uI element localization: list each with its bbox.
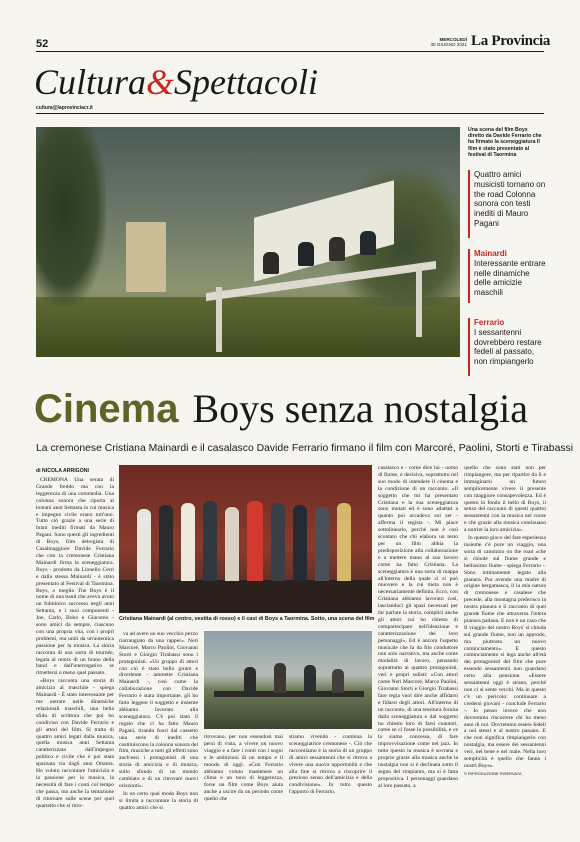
cast-member xyxy=(159,505,173,581)
main-photo xyxy=(36,127,460,357)
cast-member xyxy=(315,507,329,581)
pullquote-ferrario-text: I sessantenni dovrebbero restare fedeli al passato, non rimpiangerlo xyxy=(474,327,542,367)
article-col-6 xyxy=(464,465,546,834)
cast-member xyxy=(137,509,151,581)
article-paragraph: va ad avere un suo vecchio pezzo riarrangiato da una rapper». Neri Marcoré, Marco Paolini, Giovanni Storti e Giorgio Tirabassi sono i protagonisti. «Un gruppo di attori con cui è stato bello girare e divertente - ammette Cristiana Mainardi -, così come la collaborazione con Davide Ferrario è stata importante, gli ho fatto leggere il soggetto e insieme abbiamo lavorato alla sceneggiatura. C'è poi stato il regalo che ci ha fatto Mauro Pagani, tirando fuori dal cassetto una serie di inediti che costituiscono la colonna sonora del film, musiche a tutti gli effetti sono anch'essi i protagonisti di una storia di amicizia e di musica, sullo sfondo di un mondo cambiato e di un ritrovare nuovi orizzonti». xyxy=(119,631,198,789)
photo-actor-1 xyxy=(263,252,279,274)
pullquote-ferrario xyxy=(474,318,546,367)
section-title-amp: & xyxy=(146,62,175,102)
article-col-4 xyxy=(289,734,372,834)
article-paragraph: In questo gioco del fare esperienza insieme c'è pure un viaggio, una sorta di cammino on the road «che si chiude sul fiume grande e bellissimo fiume - spiega Ferrario -. Sono intimamente legato alla pianura. Pur avendo una madre di origine bergamasca, il la mia natura di cremonese e casalese che precede, alla montagna preferisco la nostra pianura e il racconto di quel grande fiume che attraversa l'intera pianura padana. E non è un caso che Il viaggio del nostro Boys' si chiuda sul grande fiume, non un approdo, ma piuttosto un nuovo cominciamento». E questo cominciamento si lega anche all'età dei protagonisti del film che pure essendo sessantenni non guardano certo alla pensione. «Essere sessantenni oggi è strano, perché non ci si sente vecchi. Ma in questo c'è un pericolo: continuare a credersi giovani - conclude Ferrario -. Io penso invece che non dovremmo rincorrere chi ha meno anni di noi. Dovremmo essere fedeli a noi stessi e al nostro passato. E che non significa rimpiangerlo con nostalgia, ma essere dei sessantenni veri, nel bene e nel male. Nella loro semplicità è quello che fanno i nostri Boys». xyxy=(464,535,546,769)
article-paragraph: quello che sono stati non per rimpiangere, ma per ripartire da lì e immaginarsi un futuro semplicemente vivere il presente con maggiore consapevolezza. Ed è questo in fondo il bello di Boys, il senso del racconto di questi quattro sessantenni con la musica nel cuore e che grazie alla musica continuano a nutrire la loro amicizia». xyxy=(464,465,546,534)
cast-member xyxy=(203,501,217,581)
pullquote-rule-3 xyxy=(468,318,470,376)
article-paragraph: stiamo vivendo - continua la sceneggiatrice cremonese -. Ciò che raccontiamo è la storia di un gruppo di amici sessantenni che si ritrova a vivere una nuova opportunità e che alla fine si ritrova a riscoprire il prezioso senso dell'amicizia e della condivisione». In tutto questo l'apporto di Ferrario, xyxy=(289,734,372,796)
pullquote-summary: Quattro amici musicisti tornano on the road Colonna sonora con testi inediti di Mauro Pagani xyxy=(474,170,546,228)
main-photo-caption: Una scena del film Boys diretto da Davide Ferrario che ha firmato la sceneggiatura Il film è stato presentato al festival di Taormina xyxy=(468,127,542,158)
photo-bench-leg-right xyxy=(416,267,422,337)
byline: di NICOLA ARRIGONI xyxy=(36,468,89,474)
cast-member xyxy=(293,505,307,581)
cast-photo-caption: Cristiana Mainardi (al centro, vestita di rosso) e il cast di Boys a Taormina. Sotto, una scena del film xyxy=(119,616,375,622)
photo-tree-left xyxy=(36,127,106,307)
masthead: La Provincia xyxy=(471,33,551,49)
article-col-5 xyxy=(378,465,458,834)
photo-villa xyxy=(126,222,166,292)
cast-photo xyxy=(119,465,372,613)
headline-kicker: Cinema xyxy=(34,387,179,431)
pullquote-mainardi-name: Mainardi xyxy=(474,249,507,258)
article-col-1 xyxy=(36,477,114,834)
film-scene-figure xyxy=(304,665,316,693)
pullquote-mainardi-text: Interessante entrare nelle dinamiche delle amicizie maschili xyxy=(474,258,546,298)
article-paragraph: In un certo qual modo Boys non si limita a raccontare la storia di quattro amici che si xyxy=(119,790,198,811)
article-paragraph: casalasco e - come dice lui - uomo di fiume, è decisiva, soprattutto nel suo modo di intendere il cinema e la condizione di un racconto. «Il soggetto che mi ha presentato Cristiana e la sua sceneggiatura sono mutati ed è sono adattati a quanto poi accadeva sul set - afferma il regista -. Mi piace sottolinearlo, perché non è così scontato che chi elabora un testo per un film abbia la predisposizione alla collaborazione e a mettere mano al suo lavoro come ha fatto Cristiana. La sceneggiatura è una sorta di mappa all'interno della quale ci si può muovere e la cui meta non è necessariamente definita. Ecco, con Cristiana abbiamo lavorato così, lasciandoci gli spazi necessari per far parlare la storia, complici anche gli attori cui ho chiesto di compartecipare nell'ideazione e caratterizzazione dei loro personaggi». Ed è ancora l'aspetto musicale che fa da filo conduttore non solo narrativo, ma anche come modalità di lavoro, pensando soprattutto ai quattro protagonisti, veri e propri solisti: «Con attori come Neri Marcoré, Marco Paolini, Giovanni Storti e Giorgio Tirabassi fare regia vuol dire anche affidarsi e fidarsi degli attori. All'interno di un racconto, di una tessitura fornita dalla sceneggiatura e dal soggetto ho chiesto loro di farsi coautori, come se ci fosse la possibilità, e ce la siamo concessa, di fare improvvisazione come nel jazz. In tutto questo la musica è sovrana e proprio grazie alla musica anche la nostalgia non si è declinata sotto il segno del rimpianto, ma si è fatta propositiva. I personaggi guardano al loro passato, a xyxy=(378,465,458,789)
cast-member xyxy=(181,503,195,581)
page-number: 52 xyxy=(36,38,49,50)
photo-actor-2 xyxy=(298,242,314,266)
section-email[interactable]: cultura@laprovinciacr.it xyxy=(36,105,93,111)
article-paragraph: CREMONA Una serata di Grande freddo ma con la leggerezza di una commedia. Una colonna sonora che riporta ai lontani anni Settanta in cui musica e impegno civile erano tutt'uno. Tutto ciò grazie a una serie di brani inediti firmati da Mauro Pagani. Sono questi gli ingredienti di Boys, film delregista di Casalmaggiore Davide Ferrario che con la cremonese Cristiana Mainardi firma la sceneggiatura. Boys - prodotto da Lionello Cerri e dalla stessa Mainardi - è stato presentato al Festival di Taormina. Boys, o meglio The Boys è il nome di una band che aveva avuto un fulminico successo negli anni Settanta, e i suoi componenti - Joe, Carlo, Bobo e Giacomo - sono amici da sempre, ciascuno con una propria vita, con i propri problemi, ma uniti da un'autentica passione per la musica. La storia racconta di una sorta di tournée, legata al remix di un brano della band e dall'interrogativo se rimettersi o meno quel passato. xyxy=(36,477,114,677)
header-rule xyxy=(36,51,544,52)
pullquote-ferrario-name: Ferrario xyxy=(474,318,505,327)
film-scene-figure xyxy=(274,663,286,693)
pullquote-mainardi xyxy=(474,249,546,298)
article-paragraph: ritrovano, per non essendosi mai persi di vista, a vivere un nuovo viaggio e a fare i conti con i sogni e le ambizioni di un tempo e il mondo di oggi. «Con Ferrario abbiamo voluto mantenere un clima e un tono di leggerezza, forse un film come Boys aiuta anche a uscire da un periodo come quello che xyxy=(204,734,283,803)
film-scene-figure xyxy=(332,669,344,693)
subheadline: La cremonese Cristiana Mainardi e il casalasco Davide Ferrario firmano il film con Marcoré, Paolini, Storti e Tirabassi xyxy=(36,443,574,454)
cast-member xyxy=(271,503,285,581)
cast-member xyxy=(337,503,351,581)
cast-member xyxy=(225,507,239,581)
issue-date xyxy=(405,37,467,48)
pullquote-rule-1 xyxy=(468,170,470,238)
pullquote-rule-2 xyxy=(468,249,470,303)
photo-actor-3 xyxy=(329,237,345,261)
section-rule xyxy=(36,113,544,114)
issue-day: 30 GIUGNO 2021 xyxy=(430,42,467,48)
headline-title: Boys senza nostalgia xyxy=(192,386,528,431)
section-title xyxy=(34,63,318,101)
photo-bench-leg-left xyxy=(216,287,222,352)
section-title-part2: Spettacoli xyxy=(174,62,319,102)
headline xyxy=(34,388,528,430)
article-col-3 xyxy=(204,734,283,834)
film-scene-photo xyxy=(204,631,372,729)
film-scene-figure xyxy=(244,667,256,693)
copyright-notice: © RIPRODUZIONE RISERVATA xyxy=(464,770,522,776)
issue-weekday: MERCOLEDÌ xyxy=(439,37,467,42)
cast-member-mainardi xyxy=(247,501,263,581)
section-title-part1: Cultura xyxy=(34,62,147,102)
article-col-2 xyxy=(119,631,198,834)
photo-actor-4 xyxy=(360,231,376,255)
cast-photo-floor xyxy=(119,580,372,613)
article-paragraph: «Boys racconta una storia di amicizia al maschile - spiega Mainardi - È stato interessante per me entrare nelle dinamiche relazionali maschili, una bella sfida di scrittura che poi ho condiviso con Davide Ferrario e gli attori del film. Si tratta di quattro amici legati dalla musica, quella musica anni Settanta caratterizzata dall'impegno politico e civile che è poi stata spazzata via dagli anni Ottanta. Ho voluto raccontare l'amicizia e la passione per la musica, la necessità di fare i conti col tempo che passa, ma anche la tentazione di ritornare sulle scene per quel quartetto che si ritro- xyxy=(36,678,114,809)
